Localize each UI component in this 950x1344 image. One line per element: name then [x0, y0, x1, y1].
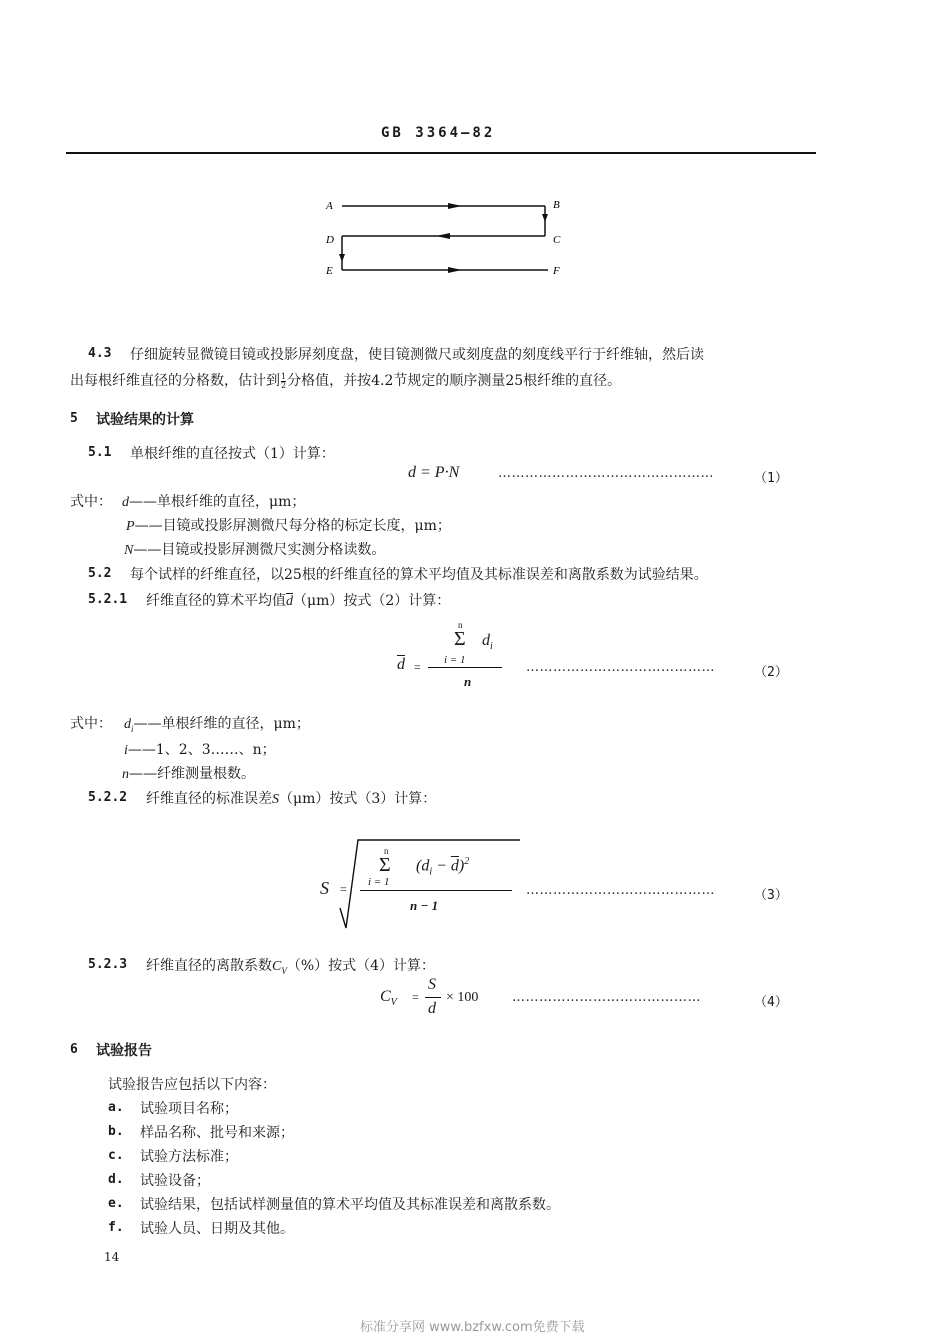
eq2-sigma-top: n [458, 620, 463, 630]
eq3-fraction-bar [360, 890, 512, 891]
equation-4-leader: …………………………………… [512, 990, 701, 1005]
clause-5-2-number: 5.2 [88, 566, 112, 581]
section-5-number: 5 [70, 411, 78, 426]
clause-4-3-number: 4.3 [88, 346, 112, 361]
clause-5-2-1-number: 5.2.1 [88, 592, 128, 607]
clause-5-2-2-number: 5.2.2 [88, 790, 128, 805]
equation-1: d = P·N [408, 464, 460, 481]
equation-1-leader: ………………………………………… [498, 466, 714, 481]
report-item-label: d. [108, 1172, 124, 1187]
label-b: B [553, 199, 560, 211]
eq4-numerator: S [428, 976, 436, 993]
eq2-lhs: $\overline{d}$ [397, 656, 405, 673]
label-e: E [326, 265, 333, 277]
section-5-title: 试验结果的计算 [96, 412, 194, 428]
eq2-fraction-bar [428, 667, 502, 668]
clause-5-2-1-text: 纤维直径的算术平均值$\overline{d}(\mu m)$按式（2）计算： [146, 593, 451, 609]
report-item-label: a. [108, 1100, 124, 1115]
eq3-sigma-bottom: i = 1 [368, 876, 390, 888]
label-f: F [553, 265, 560, 277]
clause-4-3-line2: 出每根纤维直径的分格数，估计到 $\frac{1}{2}$ 分格值，并按4.2节规定的顺序测量25根纤维的直径。 [70, 371, 622, 390]
where-label-2: 式中： [70, 716, 112, 732]
def-i: i——1、2、3……、n； [124, 742, 276, 758]
eq4-multiplier: × 100 [446, 990, 479, 1005]
report-item-label: b. [108, 1124, 124, 1139]
eq3-summand: $(d_i - \overline{d})^2$ [416, 856, 470, 878]
equation-4-number: （4） [754, 995, 788, 1010]
equation-2-number: （2） [754, 665, 788, 680]
eq2-summand: $d_i$ [482, 632, 493, 653]
report-item-label: c. [108, 1148, 124, 1163]
standard-number: GB 3364—82 [381, 125, 496, 141]
eq2-equals: = [414, 660, 421, 674]
where-label-1: 式中： [70, 494, 112, 510]
eq4-denominator: d [428, 1000, 436, 1017]
report-item-text: 试验项目名称； [140, 1101, 238, 1117]
def-d: d——单根纤维的直径，μm； [122, 494, 306, 510]
page-number: 14 [104, 1250, 120, 1264]
report-item-text: 试验方法标准； [140, 1149, 238, 1165]
report-item-label: e. [108, 1196, 124, 1211]
report-intro: 试验报告应包括以下内容： [108, 1077, 276, 1093]
site-footer: 标准分享网 www.bzfxw.com免费下载 [360, 1320, 585, 1335]
label-c: C [553, 234, 561, 246]
measurement-order-diagram [320, 196, 580, 280]
def-n-reading: N——目镜或投影屏测微尺实测分格读数。 [124, 542, 386, 558]
clause-5-1-text: 单根纤维的直径按式（1）计算： [130, 446, 335, 462]
clause-5-1-number: 5.1 [88, 445, 112, 460]
def-p: P——目镜或投影屏测微尺每分格的标定长度，μm； [126, 518, 451, 534]
clause-5-2-2-text: 纤维直径的标准误差S（μm）按式（3）计算： [146, 791, 437, 807]
eq4-equals: = [412, 990, 419, 1004]
report-item-text: 试验人员、日期及其他。 [140, 1221, 294, 1237]
eq2-sigma-bottom: i = 1 [444, 654, 466, 666]
report-item-text: 样品名称、批号和来源； [140, 1125, 294, 1141]
report-item-text: 试验结果，包括试样测量值的算术平均值及其标准误差和离散系数。 [140, 1197, 560, 1213]
eq2-sigma: Σ [454, 628, 466, 650]
clause-4-3-line1: 仔细旋转显微镜目镜或投影屏刻度盘，使目镜测微尺或刻度盘的刻度线平行于纤维轴，然后读 [130, 347, 704, 363]
def-n-count: n——纤维测量根数。 [122, 766, 255, 782]
eq3-denominator: n − 1 [410, 898, 439, 913]
eq3-radical [338, 836, 524, 932]
section-6-title: 试验报告 [96, 1043, 152, 1059]
eq4-lhs: $C_V$ [380, 988, 397, 1009]
clause-5-2-3-number: 5.2.3 [88, 957, 128, 972]
clause-5-2-text: 每个试样的纤维直径，以25根的纤维直径的算术平均值及其标准误差和离散系数为试验结果。 [130, 567, 708, 583]
report-item-text: 试验设备； [140, 1173, 210, 1189]
eq2-denominator: n [464, 674, 472, 689]
eq3-equals: = [340, 882, 347, 896]
report-item-label: f. [108, 1220, 124, 1235]
clause-5-2-3-text: 纤维直径的离散系数$C_V(\%)$按式（4）计算： [146, 958, 436, 976]
equation-3-leader: …………………………………… [526, 883, 715, 898]
section-6-number: 6 [70, 1042, 78, 1057]
equation-2-leader: …………………………………… [526, 660, 715, 675]
equation-3-number: （3） [754, 888, 788, 903]
eq3-lhs: S [320, 878, 329, 898]
equation-1-number: （1） [754, 471, 788, 486]
def-di: $d_i——$单根纤维的直径，μm； [124, 716, 310, 734]
eq3-sigma-top: n [384, 846, 389, 856]
label-a: A [326, 200, 333, 212]
label-d: D [326, 234, 334, 246]
eq4-fraction-bar [425, 997, 441, 998]
eq3-sigma: Σ [379, 854, 391, 876]
header-rule [66, 152, 816, 154]
